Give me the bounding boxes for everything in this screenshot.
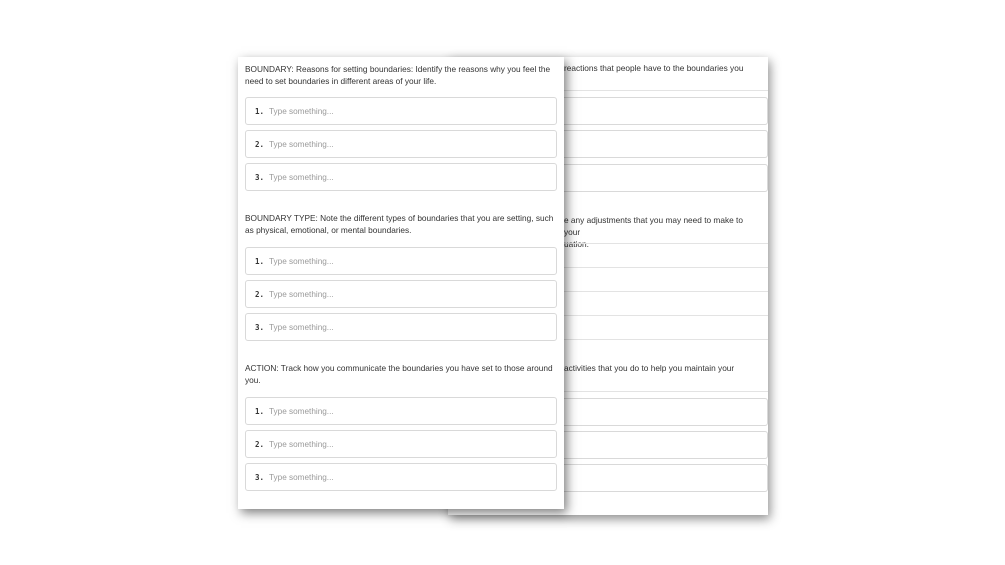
front-worksheet-page bbox=[238, 57, 564, 509]
field-placeholder: Type something... bbox=[269, 439, 334, 449]
field-placeholder: Type something... bbox=[269, 256, 334, 266]
question-text: ACTION: Track how you communicate the boundaries you have set to those around you. bbox=[245, 363, 553, 385]
divider bbox=[548, 391, 768, 392]
field-number: 1. bbox=[254, 406, 264, 416]
answer-field[interactable] bbox=[548, 464, 768, 492]
field-placeholder: Type something... bbox=[269, 139, 334, 149]
divider bbox=[548, 243, 768, 244]
field-number: 3. bbox=[254, 322, 264, 332]
answer-field[interactable] bbox=[548, 398, 768, 426]
answer-input[interactable] bbox=[245, 130, 557, 158]
answer-input[interactable] bbox=[245, 463, 557, 491]
question-boundary-type bbox=[245, 212, 557, 236]
field-number: 3. bbox=[254, 172, 264, 182]
answer-input[interactable] bbox=[245, 163, 557, 191]
answer-field[interactable] bbox=[548, 164, 768, 192]
field-number: 2. bbox=[254, 289, 264, 299]
divider bbox=[548, 90, 768, 91]
answer-field[interactable] bbox=[548, 431, 768, 459]
field-number: 2. bbox=[254, 439, 264, 449]
field-number: 2. bbox=[254, 139, 264, 149]
divider bbox=[548, 291, 768, 292]
field-placeholder: Type something... bbox=[269, 472, 334, 482]
divider bbox=[548, 267, 768, 268]
question-text: BOUNDARY: Reasons for setting boundaries: Identify the reasons why you feel the need to set boundaries in different areas of your life. bbox=[245, 64, 551, 86]
back-question-text: e any adjustments that you may need to make to your bbox=[564, 215, 743, 237]
field-placeholder: Type something... bbox=[269, 172, 334, 182]
answer-input[interactable] bbox=[245, 397, 557, 425]
answer-field[interactable] bbox=[548, 97, 768, 125]
field-number: 1. bbox=[254, 106, 264, 116]
question-text: BOUNDARY TYPE: Note the different types of boundaries that you are setting, such as physical, emotional, or mental boundaries. bbox=[245, 213, 554, 235]
field-placeholder: Type something... bbox=[269, 106, 334, 116]
answer-input[interactable] bbox=[245, 280, 557, 308]
answer-input[interactable] bbox=[245, 247, 557, 275]
divider bbox=[548, 315, 768, 316]
answer-input[interactable] bbox=[245, 430, 557, 458]
field-placeholder: Type something... bbox=[269, 406, 334, 416]
field-number: 3. bbox=[254, 472, 264, 482]
field-number: 1. bbox=[254, 256, 264, 266]
back-question-text: activities that you do to help you maintain your bbox=[564, 363, 735, 373]
back-question-text-cont: uation. bbox=[564, 239, 589, 249]
question-action bbox=[245, 362, 557, 386]
answer-field[interactable] bbox=[548, 130, 768, 158]
question-boundary-reasons bbox=[245, 63, 557, 87]
field-placeholder: Type something... bbox=[269, 289, 334, 299]
divider bbox=[548, 339, 768, 340]
field-placeholder: Type something... bbox=[269, 322, 334, 332]
answer-input[interactable] bbox=[245, 97, 557, 125]
answer-input[interactable] bbox=[245, 313, 557, 341]
back-question-text: reactions that people have to the boundaries you bbox=[564, 63, 744, 73]
